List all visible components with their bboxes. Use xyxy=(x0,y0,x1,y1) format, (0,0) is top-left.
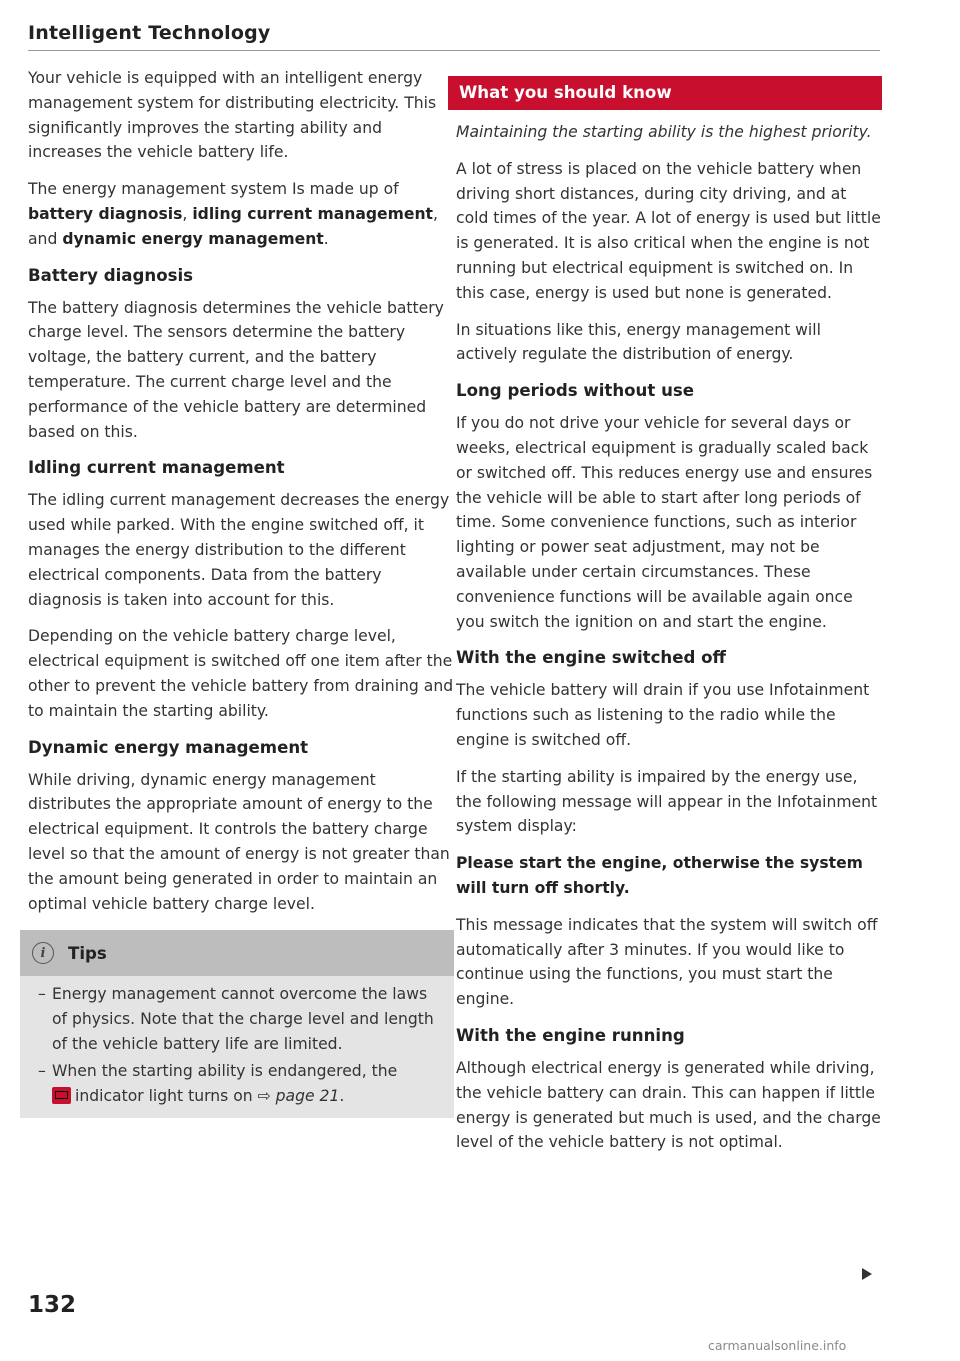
section-subtitle: Maintaining the starting ability is the highest priority. xyxy=(456,123,872,141)
engine-off-paragraph-1: The vehicle battery will drain if you use Infotainment functions such as listening to the radio while the engine is switched off. xyxy=(456,681,870,749)
info-icon: i xyxy=(32,942,54,964)
regulation-paragraph: In situations like this, energy management will actively regulate the distribution of energy. xyxy=(456,320,821,364)
tips-item: – Energy management cannot overcome the laws of physics. Note that the charge level and length of the vehicle battery life are limited. xyxy=(38,982,444,1056)
tips-title: Tips xyxy=(68,943,107,963)
intro-components-paragraph: The energy management system Is made up of battery diagnosis, idling current management, and dynamic energy management. xyxy=(28,180,438,248)
header-divider xyxy=(28,50,880,51)
heading-idling-current: Idling current management xyxy=(28,458,285,478)
engine-off-paragraph-2: If the starting ability is impaired by the energy use, the following message will appear in the Infotainment system display: xyxy=(456,767,878,836)
tips-box xyxy=(20,930,454,1118)
stress-paragraph: A lot of stress is placed on the vehicle battery when driving short distances, during city driving, and at cold times of the year. A lot of energy is used but little is generated. It is also critical when the engine is not running but electrical equipment is switched on. In this case, energy is used but none is generated. xyxy=(456,159,881,302)
left-column xyxy=(28,66,454,1118)
system-message: Please start the engine, otherwise the system will turn off shortly. xyxy=(456,854,863,897)
heading-battery-diagnosis: Battery diagnosis xyxy=(28,265,194,285)
tips-list xyxy=(20,982,454,1108)
long-periods-paragraph: If you do not drive your vehicle for several days or weeks, electrical equipment is gradually scaled back or switched off. This reduces energy use and ensures the vehicle will be able to start after long periods of time. Some convenience functions, such as interior lighting or power seat adjustment, may not be available under certain circumstances. These convenience functions will be available again once you switch the ignition on and start the engine. xyxy=(456,414,873,631)
right-column xyxy=(456,66,882,1167)
tips-item: – When the starting ability is endangered, the indicator light turns on ⇨ page 21. xyxy=(38,1059,444,1109)
continue-arrow-icon xyxy=(862,1268,872,1280)
engine-running-paragraph: Although electrical energy is generated while driving, the vehicle battery can drain. This can happen if little energy is generated but much is used, and the charge level of the vehicle battery is not optimal. xyxy=(456,1058,881,1152)
battery-diagnosis-paragraph: The battery diagnosis determines the vehicle battery charge level. The sensors determine the battery voltage, the battery current, and the battery temperature. The current charge level and the performance of the vehicle battery are determined based on this. xyxy=(28,298,444,441)
heading-dynamic-energy: Dynamic energy management xyxy=(28,737,309,757)
battery-warning-icon xyxy=(52,1087,71,1104)
watermark: carmanualsonline.info xyxy=(708,1338,847,1353)
tips-header xyxy=(20,930,454,976)
heading-engine-running: With the engine running xyxy=(456,1025,685,1045)
page-reference-link[interactable]: ⇨ page 21 xyxy=(257,1086,340,1105)
page-header-title: Intelligent Technology xyxy=(28,22,271,44)
heading-long-periods: Long periods without use xyxy=(456,381,695,401)
intro-paragraph: Your vehicle is equipped with an intelligent energy management system for distributing electricity. This significantly improves the starting ability and increases the vehicle battery life. xyxy=(28,69,437,162)
engine-off-paragraph-3: This message indicates that the system will switch off automatically after 3 minutes. If you would like to continue using the functions, you must start the engine. xyxy=(456,915,878,1009)
dynamic-energy-paragraph: While driving, dynamic energy management distributes the appropriate amount of energy to the electrical equipment. It controls the battery charge level so that the amount of energy is not greater than the amount being generated in order to maintain an optimal vehicle battery charge level. xyxy=(28,770,450,913)
idling-current-paragraph-1: The idling current management decreases the energy used while parked. With the engine switched off, it manages the energy distribution to the different electrical components. Data from the battery diagnosis is taken into account for this. xyxy=(28,491,450,609)
page-number: 132 xyxy=(28,1292,77,1318)
idling-current-paragraph-2: Depending on the vehicle battery charge level, electrical equipment is switched off one item after the other to prevent the vehicle battery from draining and to maintain the starting ability. xyxy=(28,627,454,720)
section-title-bar: What you should know xyxy=(448,76,882,110)
heading-engine-off: With the engine switched off xyxy=(456,648,726,668)
